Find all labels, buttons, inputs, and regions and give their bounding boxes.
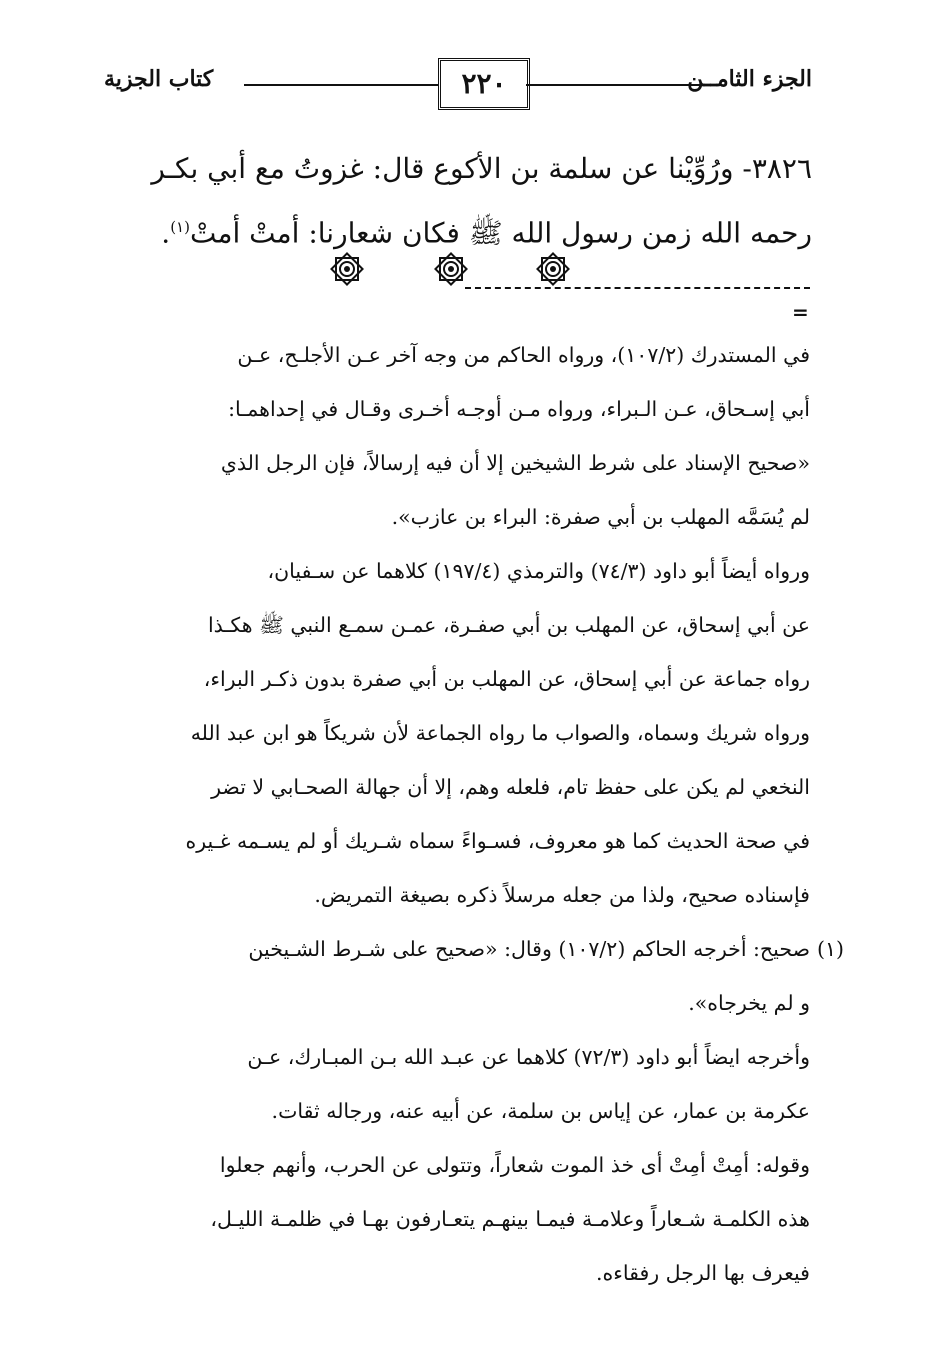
hadith-line-text: رحمه الله زمن رسول الله ﷺ فكان شعارنا: أمتْ أمتْ — [189, 216, 812, 250]
hadith-line-end: . — [161, 216, 171, 250]
footnote-reference: (١) — [170, 218, 190, 236]
page-header — [104, 58, 812, 114]
footnotes — [102, 328, 844, 1300]
footnote-line: عن أبي إسحاق، عن المهلب بن أبي صفـرة، عمـن سمـع النبي ﷺ هكـذا — [207, 613, 810, 637]
continuation-mark: = — [792, 300, 809, 324]
footnote-line: في المستدرك (١٠٧/٢)، ورواه الحاكم من وجه آخر عـن الأجلـح، عـن — [237, 343, 810, 367]
part-title: الجزء الثامــن — [687, 66, 812, 92]
footnote-1-line — [102, 922, 844, 976]
hadith-line: ٣٨٢٦- ورُوِّيْنا عن سلمة بن الأكوع قال: غزوتُ مع أبي بكـر — [151, 152, 812, 185]
footnote-line: فإسناده صحيح، ولذا من جعله مرسلاً ذكره بصيغة التمريض. — [314, 883, 810, 907]
rosette-icon — [434, 252, 468, 286]
footnote-line: هذه الكلمـة شـعاراً وعلامـة فيمـا بينهـم يتعـارفون بهـا في ظلمـة الليـل، — [210, 1207, 810, 1231]
footnote-1-text: صحيح: أخرجه الحاكم (١٠٧/٢) وقال: «صحيح على شـرط الشـيخين — [248, 937, 810, 961]
book-title: كتاب الجزية — [104, 66, 214, 92]
footnote-line: في صحة الحديث كما هو معروف، فسـواءً سماه شـريك أو لم يسـمه غـيره — [185, 829, 810, 853]
section-divider-ornaments — [330, 252, 580, 292]
footnote-line: وقوله: أمِتْ أمِتْ أى خذ الموت شعاراً، وتتولى عن الحرب، وأنهم جعلوا — [219, 1153, 810, 1177]
header-rule-left — [244, 84, 438, 86]
footnote-line: ورواه شريك وسماه، والصواب ما رواه الجماعة لأن شريكاً هو ابن عبد الله — [190, 721, 810, 745]
footnote-line: عكرمة بن عمار، عن إياس بن سلمة، عن أبيه عنه، ورجاله ثقات. — [271, 1099, 810, 1123]
hadith-text — [102, 140, 812, 262]
footnote-line: وأخرجه ايضاً أبو داود (٧٢/٣) كلاهما عن عبـد الله بـن المبـارك، عـن — [247, 1045, 810, 1069]
footnote-line: فيعرف بها الرجل رفقاءه. — [595, 1261, 810, 1285]
footnote-line: و لم يخرجاه». — [688, 991, 810, 1015]
footnote-1-number: (١) — [816, 937, 844, 961]
footnote-line: النخعي لم يكن على حفظ تام، فلعله وهم، إلا أن جهالة الصحـابي لا تضر — [211, 775, 810, 799]
footnote-line: ورواه أيضاً أبو داود (٧٤/٣) والترمذي (١٩٧/٤) كلاهما عن سـفيان، — [267, 559, 810, 583]
header-rule-right — [526, 84, 704, 86]
footnote-line: أبي إسـحاق، عـن الـبراء، ورواه مـن أوجـه أخـرى وقـال في إحداهمـا: — [228, 397, 810, 421]
page-number: ٢٢٠ — [438, 58, 530, 110]
footnote-line: رواه جماعة عن أبي إسحاق، عن المهلب بن أبي صفرة بدون ذكـر البراء، — [203, 667, 810, 691]
footnote-line: لم يُسَمَّه المهلب بن أبي صفرة: البراء بن عازب». — [391, 505, 810, 529]
footnote-line: «صحيح الإسناد على شرط الشيخين إلا أن فيه إرسالاً، فإن الرجل الذي — [220, 451, 810, 475]
rosette-icon — [330, 252, 364, 286]
footnote-separator — [465, 287, 810, 289]
rosette-icon — [536, 252, 570, 286]
